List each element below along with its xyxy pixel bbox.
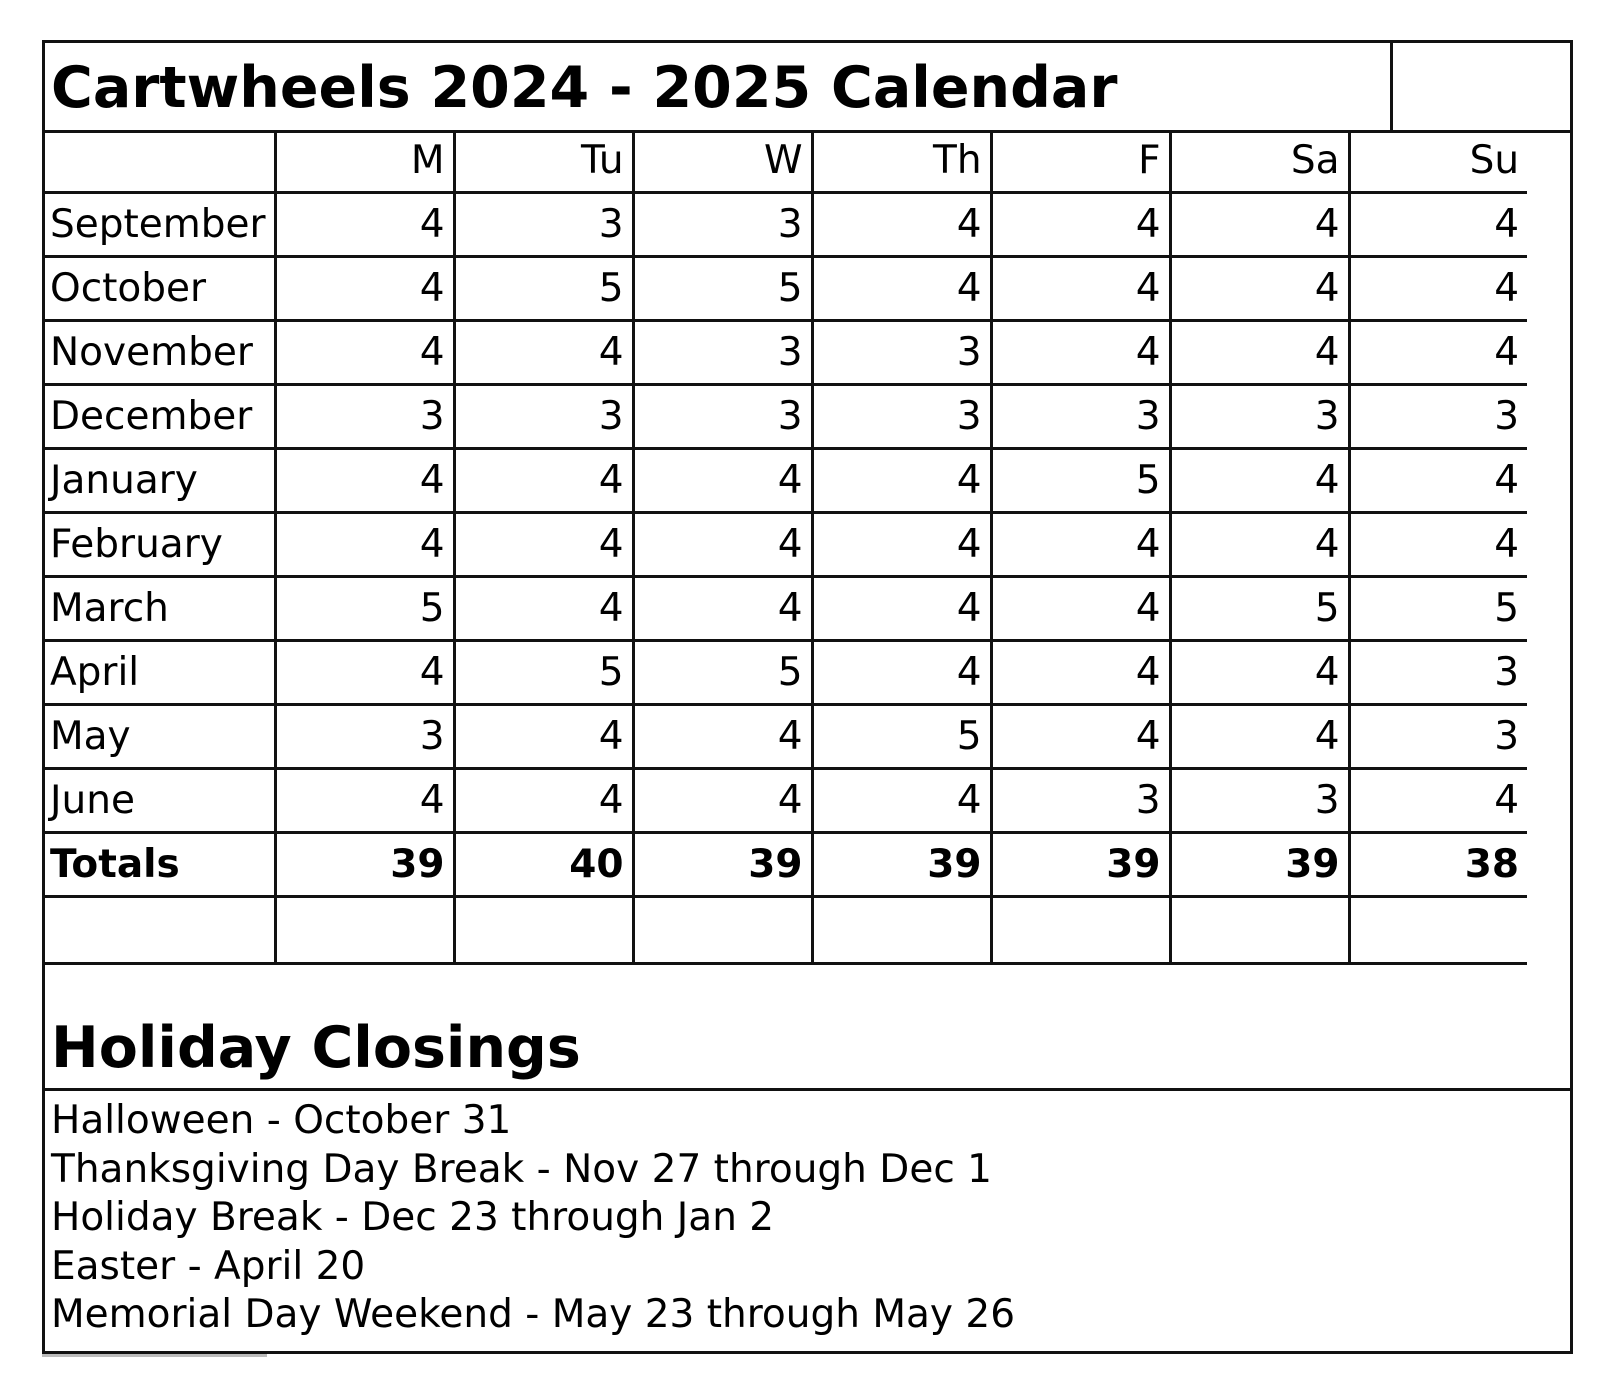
page-title: Cartwheels 2024 - 2025 Calendar [51, 55, 1118, 121]
day-count-cell: 4 [454, 705, 633, 769]
holiday-heading: Holiday Closings [51, 1015, 581, 1081]
holiday-item: Halloween - October 31 [51, 1098, 512, 1143]
month-label: September [45, 193, 275, 257]
day-count-cell: 4 [1170, 705, 1349, 769]
blank-cell [1170, 897, 1349, 964]
day-count-cell: 4 [1349, 513, 1527, 577]
day-count-cell: 3 [812, 385, 991, 449]
month-label: November [45, 321, 275, 385]
month-label: April [45, 641, 275, 705]
day-count-cell: 4 [1170, 641, 1349, 705]
day-count-cell: 3 [275, 705, 454, 769]
month-label: October [45, 257, 275, 321]
day-count-cell: 4 [275, 257, 454, 321]
total-cell: 39 [1170, 833, 1349, 897]
blank-cell [275, 897, 454, 964]
day-count-cell: 4 [812, 257, 991, 321]
day-count-cell: 4 [633, 769, 812, 833]
day-count-cell: 4 [812, 577, 991, 641]
day-count-cell: 5 [1170, 577, 1349, 641]
day-count-cell: 4 [812, 769, 991, 833]
blank-cell [1349, 897, 1527, 964]
day-count-cell: 3 [1349, 385, 1527, 449]
day-count-cell: 4 [812, 513, 991, 577]
total-cell: 40 [454, 833, 633, 897]
day-count-cell: 4 [633, 577, 812, 641]
header-row [45, 130, 1527, 193]
holiday-item: Memorial Day Weekend - May 23 through May 26 [51, 1292, 1016, 1337]
table-row [45, 769, 1527, 833]
blank-cell [45, 897, 275, 964]
attendance-table [45, 130, 1527, 965]
title-row [45, 43, 1570, 133]
day-count-cell: 3 [1170, 385, 1349, 449]
month-label: December [45, 385, 275, 449]
day-count-cell: 4 [991, 577, 1170, 641]
day-count-cell: 4 [275, 449, 454, 513]
day-count-cell: 4 [991, 641, 1170, 705]
day-count-cell: 5 [275, 577, 454, 641]
day-header: Tu [454, 130, 633, 193]
blank-cell [633, 897, 812, 964]
day-count-cell: 4 [1170, 449, 1349, 513]
day-count-cell: 4 [1349, 769, 1527, 833]
day-count-cell: 4 [454, 577, 633, 641]
holiday-heading-row [45, 1001, 1570, 1091]
day-count-cell: 4 [454, 769, 633, 833]
day-count-cell: 4 [454, 513, 633, 577]
table-row [45, 193, 1527, 257]
total-cell: 38 [1349, 833, 1527, 897]
holiday-list [51, 1097, 1551, 1340]
day-count-cell: 4 [1349, 193, 1527, 257]
day-count-cell: 4 [1349, 257, 1527, 321]
day-count-cell: 4 [633, 513, 812, 577]
blank-cell [812, 897, 991, 964]
total-cell: 39 [812, 833, 991, 897]
table-row [45, 641, 1527, 705]
day-count-cell: 4 [1170, 257, 1349, 321]
blank-cell [991, 897, 1170, 964]
day-count-cell: 4 [1170, 321, 1349, 385]
month-label: January [45, 449, 275, 513]
table-row [45, 385, 1527, 449]
table-row [45, 577, 1527, 641]
day-count-cell: 5 [633, 641, 812, 705]
calendar-sheet [42, 40, 1573, 1354]
day-count-cell: 5 [633, 257, 812, 321]
day-count-cell: 4 [633, 449, 812, 513]
table-row [45, 513, 1527, 577]
holiday-item: Holiday Break - Dec 23 through Jan 2 [51, 1195, 775, 1240]
day-count-cell: 4 [275, 321, 454, 385]
bottom-edge [42, 1354, 267, 1357]
day-header: Su [1349, 130, 1527, 193]
month-label: March [45, 577, 275, 641]
day-count-cell: 4 [991, 257, 1170, 321]
table-row [45, 705, 1527, 769]
day-count-cell: 3 [454, 385, 633, 449]
day-count-cell: 5 [454, 257, 633, 321]
day-header: W [633, 130, 812, 193]
holiday-item: Thanksgiving Day Break - Nov 27 through Dec 1 [51, 1146, 992, 1192]
blank-cell [454, 897, 633, 964]
day-count-cell: 4 [1170, 513, 1349, 577]
day-count-cell: 3 [633, 385, 812, 449]
day-count-cell: 3 [1349, 705, 1527, 769]
month-label: May [45, 705, 275, 769]
day-count-cell: 3 [633, 193, 812, 257]
blank-row [45, 897, 1527, 964]
day-count-cell: 4 [633, 705, 812, 769]
day-count-cell: 4 [1170, 193, 1349, 257]
day-count-cell: 4 [275, 513, 454, 577]
day-count-cell: 4 [991, 705, 1170, 769]
day-count-cell: 5 [1349, 577, 1527, 641]
header-corner-cell [45, 130, 275, 193]
day-count-cell: 3 [991, 769, 1170, 833]
day-count-cell: 4 [275, 769, 454, 833]
day-count-cell: 3 [812, 321, 991, 385]
month-label: June [45, 769, 275, 833]
day-count-cell: 5 [991, 449, 1170, 513]
total-cell: 39 [633, 833, 812, 897]
day-count-cell: 3 [1349, 641, 1527, 705]
day-count-cell: 3 [454, 193, 633, 257]
table-row [45, 257, 1527, 321]
total-cell: 39 [991, 833, 1170, 897]
day-count-cell: 4 [1349, 321, 1527, 385]
day-count-cell: 4 [454, 449, 633, 513]
day-count-cell: 3 [633, 321, 812, 385]
holiday-item: Easter - April 20 [51, 1243, 366, 1289]
day-header: Th [812, 130, 991, 193]
day-count-cell: 4 [812, 449, 991, 513]
day-header: F [991, 130, 1170, 193]
day-count-cell: 4 [275, 641, 454, 705]
day-count-cell: 4 [454, 321, 633, 385]
table-row [45, 449, 1527, 513]
day-count-cell: 5 [454, 641, 633, 705]
title-divider [1390, 43, 1393, 133]
day-count-cell: 3 [1170, 769, 1349, 833]
day-count-cell: 4 [1349, 449, 1527, 513]
total-cell: 39 [275, 833, 454, 897]
month-label: February [45, 513, 275, 577]
day-count-cell: 3 [991, 385, 1170, 449]
day-count-cell: 4 [991, 193, 1170, 257]
day-header: M [275, 130, 454, 193]
day-header: Sa [1170, 130, 1349, 193]
day-count-cell: 4 [812, 193, 991, 257]
day-count-cell: 4 [991, 321, 1170, 385]
totals-row [45, 833, 1527, 897]
day-count-cell: 4 [991, 513, 1170, 577]
totals-label: Totals [45, 833, 275, 897]
day-count-cell: 4 [275, 193, 454, 257]
day-count-cell: 3 [275, 385, 454, 449]
table-row [45, 321, 1527, 385]
day-count-cell: 4 [812, 641, 991, 705]
day-count-cell: 5 [812, 705, 991, 769]
